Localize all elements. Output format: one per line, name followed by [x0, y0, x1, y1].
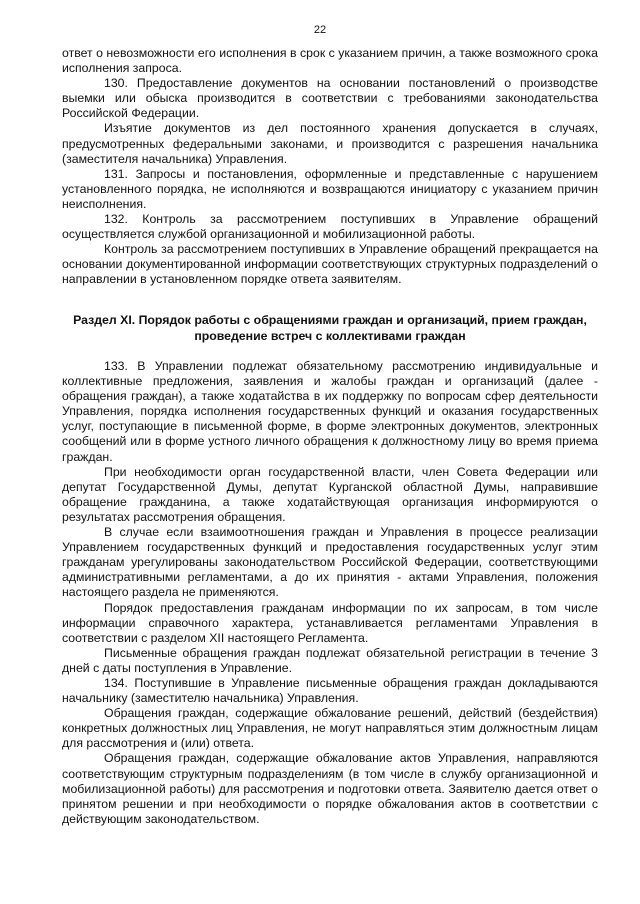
text-block-lower — [62, 359, 598, 827]
paragraph: ответ о невозможности его исполнения в срок с указанием причин, а также возможного срока исполнения запроса. — [62, 46, 598, 76]
paragraph: 133. В Управлении подлежат обязательному рассмотрению индивидуальные и коллективные предложения, заявления и жалобы граждан и организаций (далее - обращения граждан), а также ходатайства в их поддержку по вопросам сфер деятельности Управления, порядка исполнения государственных функций и оказания государственных услуг, поступающие в письменной форме, в форме электронных документов, электронных сообщений или в форме устного личного обращения к должностному лицу во время приема граждан. — [62, 359, 598, 464]
paragraph: 134. Поступившие в Управление письменные обращения граждан докладываются начальнику (заместителю начальника) Управления. — [62, 675, 598, 706]
paragraph: Письменные обращения граждан подлежат обязательной регистрации в течение 3 дней с даты поступления в Управление. — [62, 645, 598, 675]
paragraph: 130. Предоставление документов на основании постановлений о производстве выемки или обыска производится в соответствии с требованиями законодательства Российской Федерации. — [62, 76, 598, 121]
paragraph: Обращения граждан, содержащие обжалование актов Управления, направляются соответствующим структурным подразделениям (в том числе в службу организационной и мобилизационной работы) для рассмотрения и подготовки ответа. Заявителю дается ответ о принятом решении и при необходимости о порядке обжалования актов в соответствии с действующим законодательством. — [62, 751, 598, 826]
paragraph: 132. Контроль за рассмотрением поступивших в Управление обращений осуществляется службой организационной и мобилизационной работы. — [62, 212, 598, 242]
paragraph: При необходимости орган государственной власти, член Совета Федерации или депутат Государственной Думы, депутат Курганской областной Думы, направившие обращение гражданина, а также ходатайствующая организация информируются о результатах рассмотрения обращения. — [62, 464, 598, 524]
paragraph: Порядок предоставления гражданам информации по их запросам, в том числе информации справочного характера, устанавливается регламентами Управления в соответствии с разделом XII настоящего Регламента. — [62, 600, 598, 645]
page-number: 22 — [313, 24, 327, 36]
paragraph: 131. Запросы и постановления, оформленные и представленные с нарушением установленного порядка, не исполняются и возвращаются инициатору с указанием причин неисполнения. — [62, 166, 598, 211]
paragraph: В случае если взаимоотношения граждан и Управления в процессе реализации Управлением государственных функций и предоставления государственных услуг этим гражданам урегулированы законодательством Российской Федерации, соответствующими административными регламентами, а до их принятия - актами Управления, положения настоящего раздела не применяются. — [62, 525, 598, 600]
paragraph: Обращения граждан, содержащие обжалование решений, действий (бездействия) конкретных должностных лиц Управления, не могут направляться этим должностным лицам для рассмотрения и (или) ответа. — [62, 706, 598, 751]
paragraph: Изъятие документов из дел постоянного хранения допускается в случаях, предусмотренных федеральными законами, и производится с разрешения начальника (заместителя начальника) Управления. — [62, 121, 598, 166]
section-heading: Раздел XI. Порядок работы с обращениями граждан и организаций, прием граждан, проведение встреч с коллективами граждан — [73, 313, 587, 343]
paragraph: Контроль за рассмотрением поступивших в Управление обращений прекращается на основании документированной информации соответствующих структурных подразделений о направлении в установленном порядке ответа заявителям. — [62, 242, 598, 287]
text-block-upper — [62, 46, 598, 288]
